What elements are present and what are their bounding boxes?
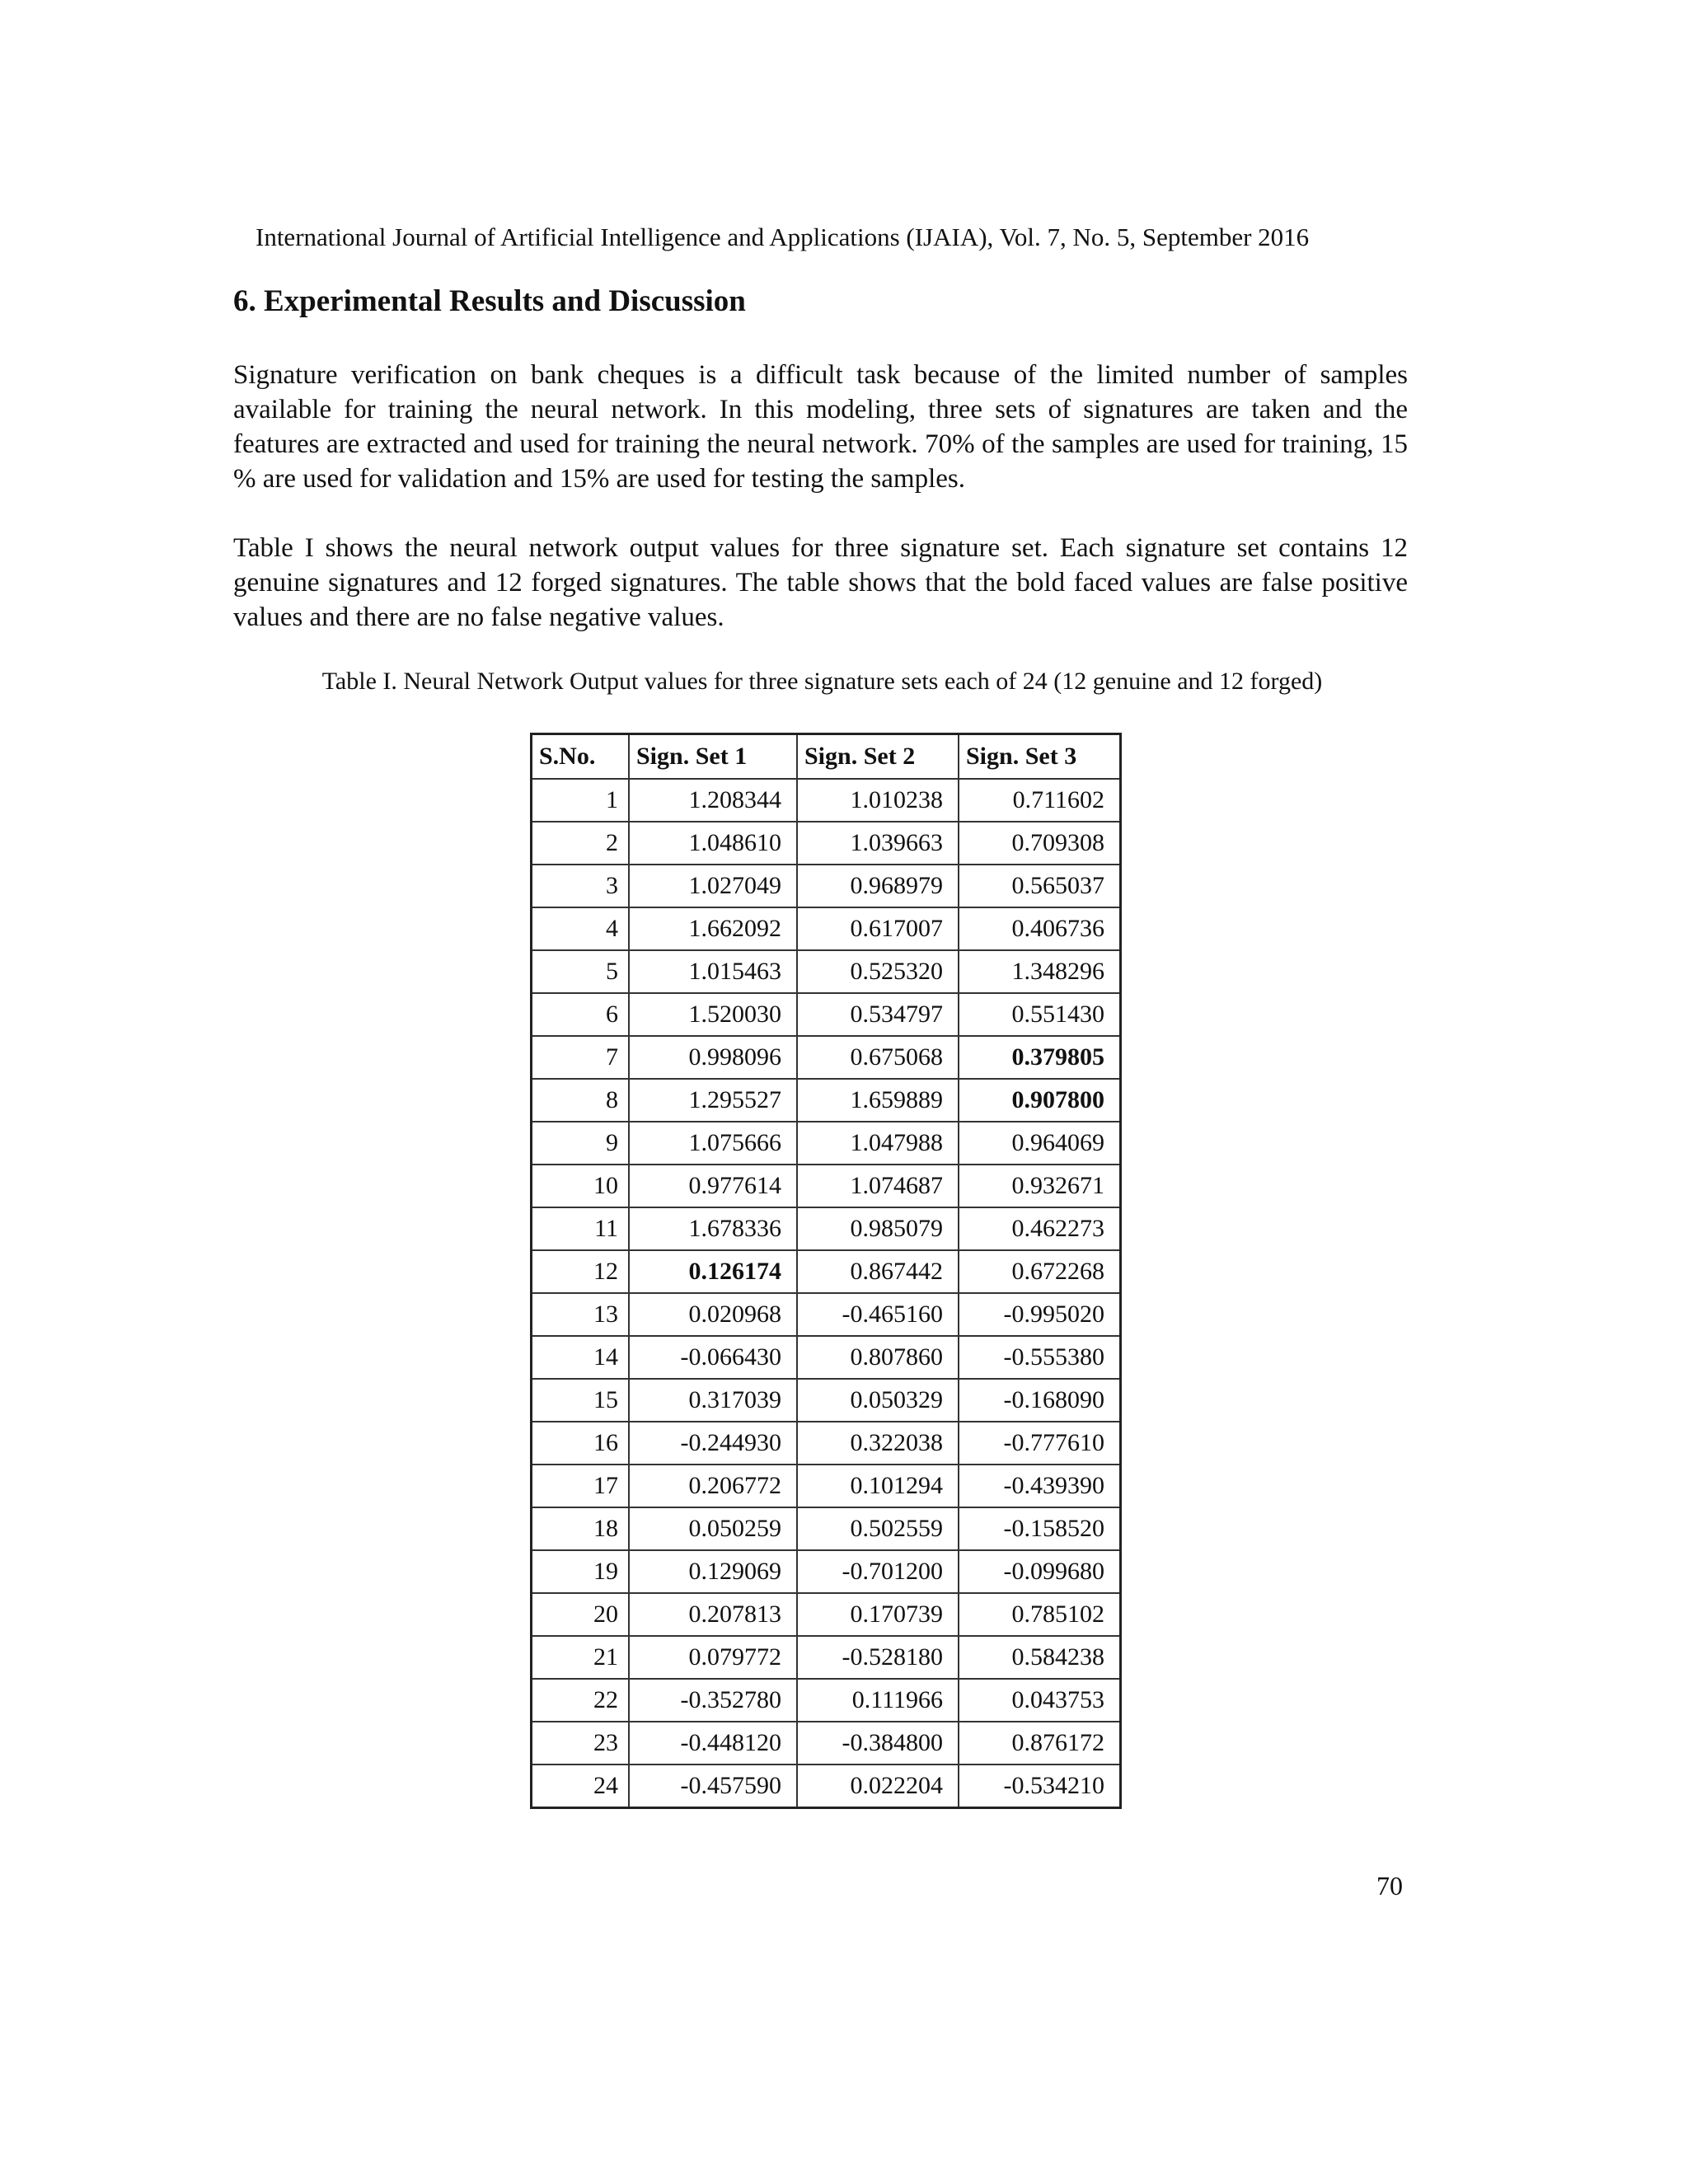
journal-header: International Journal of Artificial Intelligence and Applications (IJAIA), Vol. 7, No. 5, September 2016 (256, 223, 1310, 251)
table-row (532, 1507, 1121, 1550)
cell-sno: 4 (532, 907, 630, 950)
table-row (532, 993, 1121, 1036)
cell-sign-set-2: 0.968979 (797, 865, 959, 907)
cell-sign-set-3: 0.462273 (959, 1207, 1121, 1250)
table-row (532, 779, 1121, 822)
cell-sno: 15 (532, 1379, 630, 1422)
cell-sno: 2 (532, 822, 630, 865)
cell-sign-set-2: 0.985079 (797, 1207, 959, 1250)
header-sign-set-3: Sign. Set 3 (959, 734, 1121, 780)
cell-sign-set-2: 0.502559 (797, 1507, 959, 1550)
cell-sign-set-1: 0.079772 (629, 1636, 797, 1679)
cell-sno: 3 (532, 865, 630, 907)
cell-sign-set-3: -0.777610 (959, 1422, 1121, 1465)
cell-sign-set-2: -0.465160 (797, 1293, 959, 1336)
cell-sign-set-1: 1.027049 (629, 865, 797, 907)
cell-sign-set-3: 0.932671 (959, 1165, 1121, 1207)
table-row (532, 1293, 1121, 1336)
cell-sign-set-3: 1.348296 (959, 950, 1121, 993)
cell-sign-set-1: -0.066430 (629, 1336, 797, 1379)
cell-sign-set-3: 0.565037 (959, 865, 1121, 907)
cell-sign-set-2: 0.322038 (797, 1422, 959, 1465)
cell-sign-set-2: 0.675068 (797, 1036, 959, 1079)
cell-sign-set-1: 1.015463 (629, 950, 797, 993)
table-row (532, 1079, 1121, 1122)
cell-sign-set-2: 0.525320 (797, 950, 959, 993)
cell-sign-set-3: 0.876172 (959, 1722, 1121, 1765)
cell-sno: 10 (532, 1165, 630, 1207)
cell-sign-set-1: 0.317039 (629, 1379, 797, 1422)
table-row (532, 950, 1121, 993)
cell-sign-set-1: 1.662092 (629, 907, 797, 950)
table-row (532, 1036, 1121, 1079)
paragraph-1: Signature verification on bank cheques is a difficult task because of the limited number of samples available for training the neural network. In this modeling, three sets of signatures are taken and the features are extracted and used for training the neural network. 70% of the samples are used for training, 15 % are used for validation and 15% are used for testing the samples. (233, 360, 1408, 494)
cell-sno: 1 (532, 779, 630, 822)
header-sign-set-2: Sign. Set 2 (797, 734, 959, 780)
cell-sign-set-1: 1.208344 (629, 779, 797, 822)
table-row (532, 1422, 1121, 1465)
table-row (532, 1679, 1121, 1722)
cell-sign-set-3: 0.964069 (959, 1122, 1121, 1165)
cell-sign-set-2: 0.111966 (797, 1679, 959, 1722)
cell-sign-set-2: -0.384800 (797, 1722, 959, 1765)
cell-sign-set-3: 0.907800 (959, 1079, 1121, 1122)
cell-sign-set-1: 1.295527 (629, 1079, 797, 1122)
cell-sno: 9 (532, 1122, 630, 1165)
results-table (530, 733, 1122, 1809)
table-row (532, 1379, 1121, 1422)
cell-sign-set-2: 0.534797 (797, 993, 959, 1036)
table-body (532, 779, 1121, 1808)
table-row (532, 1122, 1121, 1165)
cell-sno: 19 (532, 1550, 630, 1593)
table-row (532, 1207, 1121, 1250)
cell-sign-set-1: 0.977614 (629, 1165, 797, 1207)
cell-sno: 24 (532, 1765, 630, 1808)
cell-sign-set-2: 1.074687 (797, 1165, 959, 1207)
cell-sign-set-3: 0.043753 (959, 1679, 1121, 1722)
cell-sno: 13 (532, 1293, 630, 1336)
cell-sign-set-1: -0.244930 (629, 1422, 797, 1465)
cell-sign-set-1: 1.075666 (629, 1122, 797, 1165)
cell-sign-set-3: 0.785102 (959, 1593, 1121, 1636)
cell-sign-set-2: -0.528180 (797, 1636, 959, 1679)
table-row (532, 1722, 1121, 1765)
table-row (532, 1636, 1121, 1679)
cell-sign-set-2: 0.617007 (797, 907, 959, 950)
cell-sno: 11 (532, 1207, 630, 1250)
table-row (532, 1165, 1121, 1207)
cell-sign-set-3: 0.379805 (959, 1036, 1121, 1079)
section-heading: 6. Experimental Results and Discussion (233, 284, 746, 318)
cell-sno: 12 (532, 1250, 630, 1293)
cell-sign-set-2: 0.867442 (797, 1250, 959, 1293)
cell-sign-set-2: 0.050329 (797, 1379, 959, 1422)
cell-sign-set-2: -0.701200 (797, 1550, 959, 1593)
cell-sno: 21 (532, 1636, 630, 1679)
cell-sign-set-2: 1.659889 (797, 1079, 959, 1122)
table-row (532, 1250, 1121, 1293)
cell-sign-set-1: 1.678336 (629, 1207, 797, 1250)
table-row (532, 822, 1121, 865)
cell-sign-set-3: -0.099680 (959, 1550, 1121, 1593)
cell-sign-set-1: -0.457590 (629, 1765, 797, 1808)
cell-sign-set-2: 1.010238 (797, 779, 959, 822)
table-row (532, 865, 1121, 907)
paragraph-2: Table I shows the neural network output values for three signature set. Each signature set contains 12 genuine signatures and 12 forged signatures. The table shows that the bold faced values are false positive values and there are no false negative values. (233, 533, 1408, 632)
cell-sno: 5 (532, 950, 630, 993)
cell-sign-set-1: 0.126174 (629, 1250, 797, 1293)
cell-sign-set-1: 1.520030 (629, 993, 797, 1036)
table-row (532, 907, 1121, 950)
cell-sign-set-3: 0.672268 (959, 1250, 1121, 1293)
table-row (532, 1465, 1121, 1507)
cell-sign-set-3: -0.534210 (959, 1765, 1121, 1808)
cell-sign-set-2: 0.101294 (797, 1465, 959, 1507)
table-caption: Table I. Neural Network Output values for three signature sets each of 24 (12 genuine and 12 forged) (321, 668, 1323, 695)
table-header-row (532, 734, 1121, 780)
cell-sign-set-1: 0.129069 (629, 1550, 797, 1593)
cell-sign-set-2: 0.170739 (797, 1593, 959, 1636)
page-number: 70 (1376, 1871, 1403, 1900)
cell-sign-set-1: 0.050259 (629, 1507, 797, 1550)
cell-sign-set-2: 1.039663 (797, 822, 959, 865)
table-row (532, 1550, 1121, 1593)
cell-sign-set-3: -0.439390 (959, 1465, 1121, 1507)
table-row (532, 1593, 1121, 1636)
table-row (532, 1765, 1121, 1808)
cell-sno: 7 (532, 1036, 630, 1079)
cell-sign-set-3: -0.158520 (959, 1507, 1121, 1550)
cell-sign-set-1: 0.998096 (629, 1036, 797, 1079)
cell-sno: 6 (532, 993, 630, 1036)
cell-sign-set-1: -0.352780 (629, 1679, 797, 1722)
cell-sno: 8 (532, 1079, 630, 1122)
cell-sno: 23 (532, 1722, 630, 1765)
table-row (532, 1336, 1121, 1379)
cell-sign-set-3: 0.711602 (959, 779, 1121, 822)
cell-sign-set-3: 0.709308 (959, 822, 1121, 865)
cell-sign-set-2: 1.047988 (797, 1122, 959, 1165)
cell-sign-set-1: -0.448120 (629, 1722, 797, 1765)
cell-sno: 17 (532, 1465, 630, 1507)
cell-sno: 20 (532, 1593, 630, 1636)
header-sno: S.No. (532, 734, 630, 780)
cell-sign-set-1: 0.020968 (629, 1293, 797, 1336)
cell-sno: 18 (532, 1507, 630, 1550)
cell-sign-set-1: 0.206772 (629, 1465, 797, 1507)
cell-sign-set-3: 0.551430 (959, 993, 1121, 1036)
cell-sign-set-2: 0.022204 (797, 1765, 959, 1808)
cell-sign-set-3: -0.995020 (959, 1293, 1121, 1336)
cell-sign-set-3: 0.406736 (959, 907, 1121, 950)
cell-sno: 14 (532, 1336, 630, 1379)
cell-sign-set-1: 0.207813 (629, 1593, 797, 1636)
cell-sign-set-1: 1.048610 (629, 822, 797, 865)
cell-sign-set-3: -0.168090 (959, 1379, 1121, 1422)
cell-sno: 22 (532, 1679, 630, 1722)
cell-sign-set-2: 0.807860 (797, 1336, 959, 1379)
header-sign-set-1: Sign. Set 1 (629, 734, 797, 780)
cell-sno: 16 (532, 1422, 630, 1465)
cell-sign-set-3: -0.555380 (959, 1336, 1121, 1379)
cell-sign-set-3: 0.584238 (959, 1636, 1121, 1679)
